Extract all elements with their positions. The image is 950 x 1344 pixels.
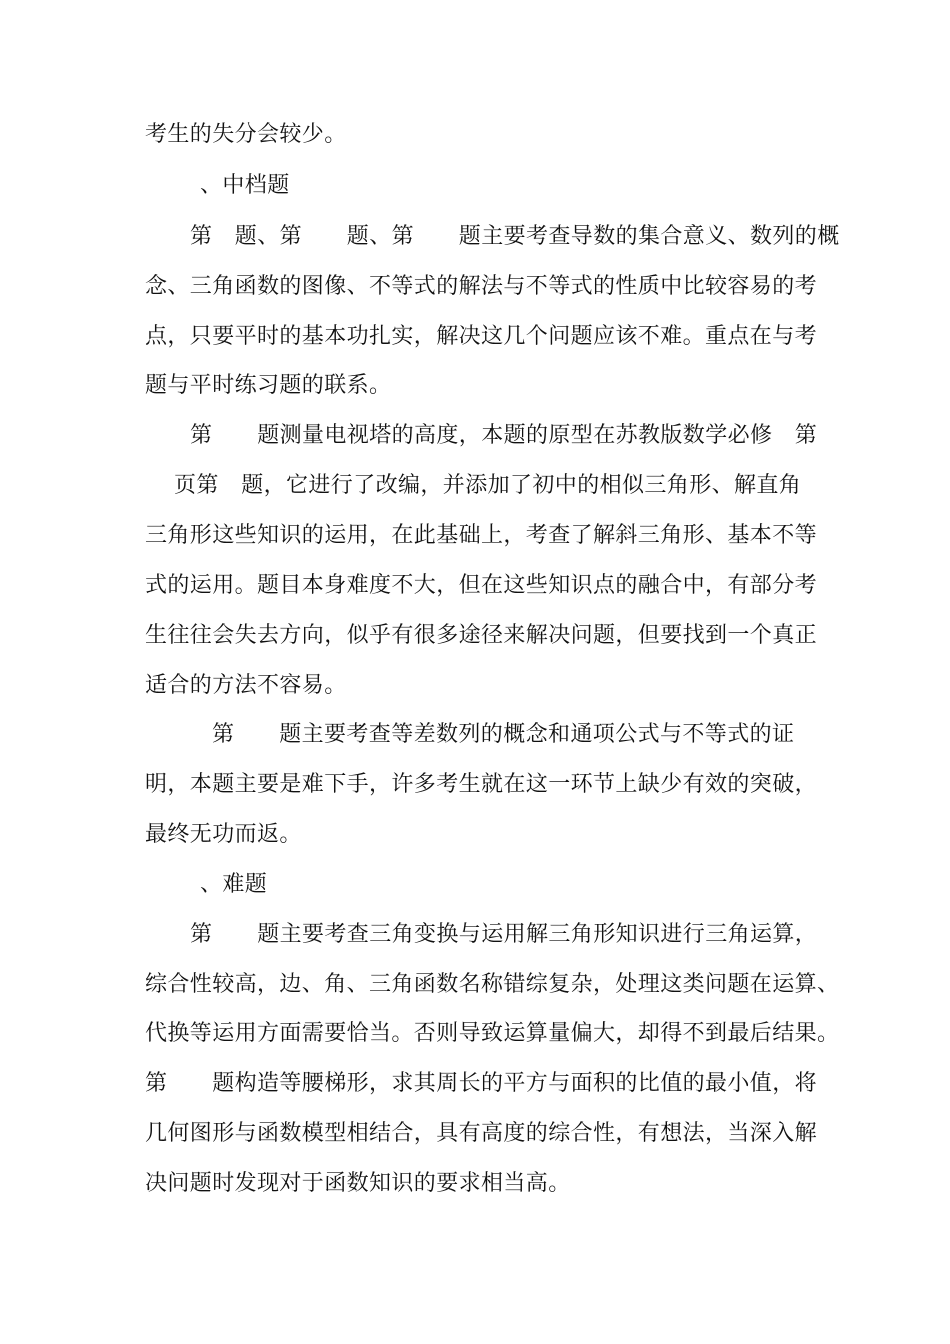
text-line: 代换等运用方面需要恰当。否则导致运算量偏大，却得不到最后结果。 [145,1021,840,1046]
text-line: 第 题测量电视塔的高度，本题的原型在苏教版数学必修 第 [190,423,818,448]
text-line: 最终无功而返。 [145,822,302,847]
text-line: 考生的失分会较少。 [145,122,347,147]
text-line: 综合性较高，边、角、三角函数名称错综复杂，处理这类问题在运算、 [145,972,840,997]
text-line: 题与平时练习题的联系。 [145,373,392,398]
text-line: 明，本题主要是难下手，许多考生就在这一环节上缺少有效的突破， [145,772,818,797]
text-line: 第 题主要考查等差数列的概念和通项公式与不等式的证 [212,722,795,747]
text-line: 页第 题，它进行了改编，并添加了初中的相似三角形、解直角 [174,473,802,498]
text-line: 第 题构造等腰梯形，求其周长的平方与面积的比值的最小值，将 [145,1071,818,1096]
text-line: 第 题主要考查三角变换与运用解三角形知识进行三角运算， [190,922,818,947]
text-line: 三角形这些知识的运用，在此基础上，考查了解斜三角形、基本不等 [145,523,818,548]
text-line: 第 题、第 题、第 题主要考查导数的集合意义、数列的概 [190,224,840,249]
section-heading-hard: 、难题 [200,872,268,897]
text-line: 念、三角函数的图像、不等式的解法与不等式的性质中比较容易的考 [145,274,818,299]
text-line: 式的运用。题目本身难度不大，但在这些知识点的融合中，有部分考 [145,573,818,598]
text-line: 决问题时发现对于函数知识的要求相当高。 [145,1171,571,1196]
section-heading-medium: 、中档题 [200,173,290,198]
text-line: 生往往会失去方向，似乎有很多途径来解决问题，但要找到一个真正 [145,623,818,648]
text-line: 适合的方法不容易。 [145,673,347,698]
text-line: 点，只要平时的基本功扎实，解决这几个问题应该不难。重点在与考 [145,324,818,349]
text-line: 几何图形与函数模型相结合，具有高度的综合性，有想法，当深入解 [145,1121,818,1146]
